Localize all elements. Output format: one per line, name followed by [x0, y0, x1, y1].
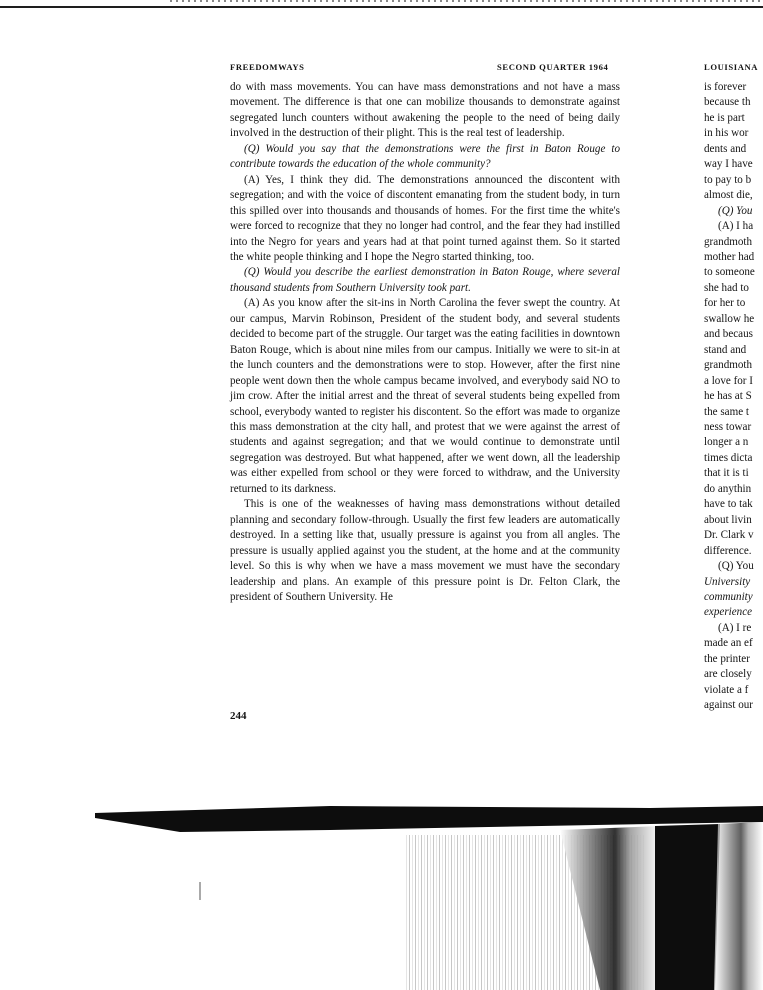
paragraph: do with mass movements. You can have mass demonstrations and not have a mass movement. The difference is that one can mobilize thousands to demonstrate against segregated lunch counters without awakening the people to the need of being daily involved in the destruction of their plight. This is the real test of leadership. — [230, 81, 620, 140]
facing-page-line: (A) I re — [718, 621, 752, 634]
facing-page-line: he has at S — [704, 390, 752, 403]
interview-question: (Q) Would you describe the earliest demonstration in Baton Rouge, where several thousand students from Southern University took part. — [230, 266, 620, 294]
facing-page-line: dents and — [704, 142, 747, 155]
facing-page-line: grandmoth — [704, 359, 753, 372]
facing-page-line: she had to — [704, 281, 749, 294]
facing-page-line: (A) I ha — [718, 220, 754, 233]
facing-page-line: are closely — [704, 668, 752, 681]
paragraph: This is one of the weaknesses of having mass demonstrations without detailed planning and secondary follow-through. Usually the first few leaders are automatically destroyed. In a setting like that, usually pressure is against you from all angles. The pressure is usually applied against you the student, at the home and at the community level. So this is why when we have a mass movement we must have the secondary leadership and plans. An example of this pressure point is Dr. Felton Clark, the president of Southern University. He — [230, 498, 620, 603]
facing-page-line: that it is ti — [704, 467, 749, 480]
page-number: 244 — [230, 710, 247, 722]
facing-page-line: difference. — [704, 544, 752, 557]
facing-page-line: way I have — [704, 158, 753, 171]
facing-page-line: stand and — [704, 343, 747, 356]
facing-page-line: because th — [704, 96, 751, 109]
paragraph: (A) As you know after the sit-ins in North Carolina the fever swept the country. At our campus, Marvin Robinson, President of the student body, and several students decided to become part of the struggle. Our target was the eating facilities in downtown Baton Rouge, which is about nine miles from our campus. Initially we were to sit-in at the lunch counters and the demonstrations were to stop. However, after the first nine people went down then the whole campus became involved, and everybody said NO to jim crow. After the initial arrest and the threat of several students being expelled from school, everybody wanted to register his discontent. So the effort was made to organize this mass demonstration at the city hall, and protest that we were against the arrest of students and against segregation; and that we would continue to demonstrate until segregation was destroyed. But what happened, after we went down, all the leadership was either expelled from school or they were forced to withdraw, and the University returned to its darkness. — [230, 297, 620, 495]
facing-page-line: do anythin — [704, 482, 752, 495]
facing-page-line: against our — [704, 699, 753, 712]
facing-page-line: experience — [704, 606, 753, 619]
facing-page-line: longer a n — [704, 436, 749, 449]
facing-page-line: community — [704, 590, 753, 603]
facing-page-line: for her to — [704, 297, 746, 310]
facing-page-line: about livin — [704, 513, 752, 526]
facing-page-line: and becaus — [704, 328, 753, 341]
facing-page-line: he is part — [704, 111, 745, 124]
facing-page-line: is forever — [704, 81, 747, 93]
running-head-issue: SECOND QUARTER 1964 — [497, 62, 609, 72]
facing-page-line: Dr. Clark v — [704, 529, 754, 542]
paragraph: (A) Yes, I think they did. The demonstrations announced the discontent with segregation; and with the voice of discontent emanating from the student body, in turn this spilled over into thousands and thousands of homes. For the first time the white's were forced to recognize that they no longer had control, and the fear they had instilled into the Negro for years and years had at that point turned against them. So it started the white people thinking and I hope the Negro started thinking, too. — [230, 173, 620, 263]
facing-page-line: the printer — [704, 652, 750, 665]
running-head-next-page: LOUISIANA — [704, 62, 759, 72]
facing-page-line: the same t — [704, 405, 749, 418]
facing-page-line: a love for I — [704, 374, 753, 387]
facing-page-line: violate a f — [704, 683, 749, 696]
interview-question: (Q) Would you say that the demonstrations were the first in Baton Rouge to contribute towards the education of the whole community? — [230, 142, 620, 171]
facing-page-line: swallow he — [704, 312, 755, 325]
facing-page-line: grandmoth — [704, 235, 753, 248]
facing-page-line: to pay to b — [704, 173, 752, 186]
running-head-journal: FREEDOMWAYS — [230, 62, 305, 72]
facing-page-line: University — [704, 575, 751, 588]
facing-page-line: (Q) You — [718, 204, 753, 217]
facing-page-line: ness towar — [704, 420, 752, 433]
facing-page-line: almost die, — [704, 189, 753, 202]
facing-page-line: (Q) You — [718, 560, 754, 573]
facing-page-line: times dicta — [704, 451, 753, 464]
facing-page-line: in his wor — [704, 127, 749, 140]
facing-page-line: made an ef — [704, 637, 753, 650]
facing-page-line: mother had — [704, 250, 755, 263]
facing-page-line: to someone — [704, 266, 755, 279]
facing-page-line: have to tak — [704, 498, 753, 511]
